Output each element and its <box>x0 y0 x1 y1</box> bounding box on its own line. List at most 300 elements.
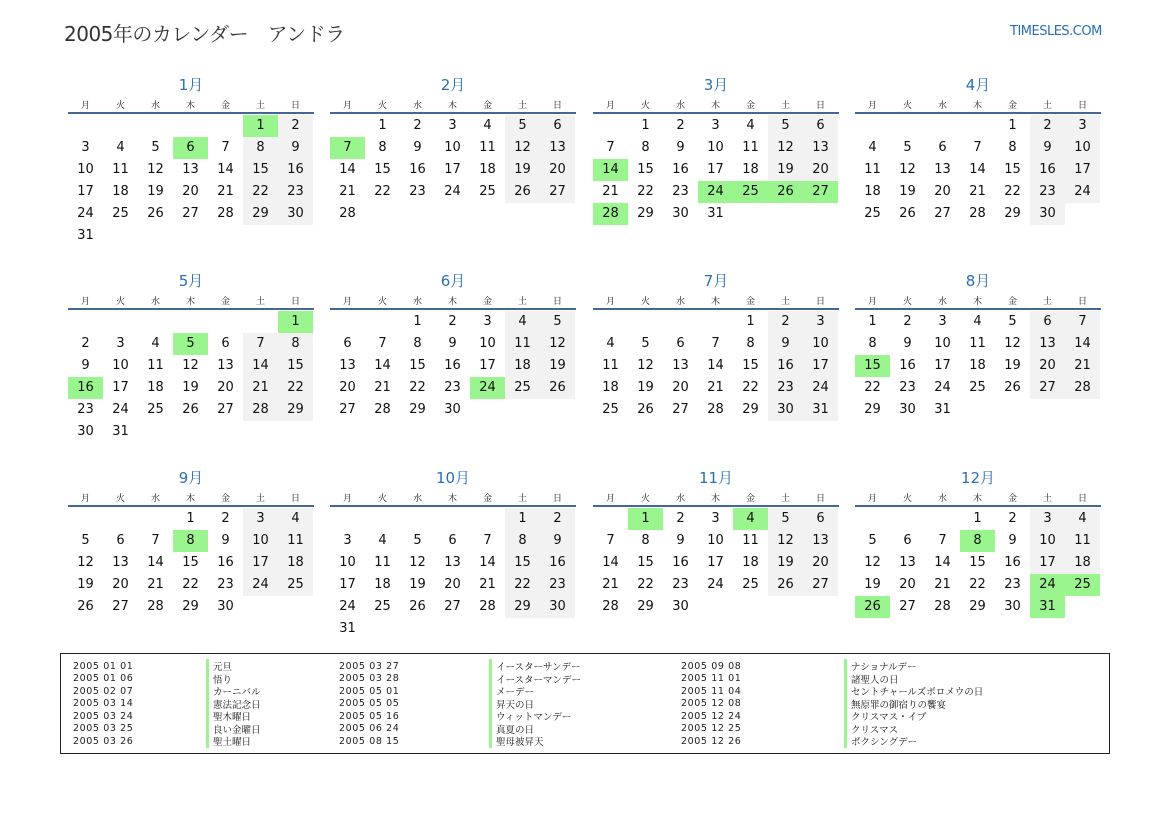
weekday-label: 土 <box>1042 296 1052 307</box>
header-rule <box>330 112 576 114</box>
day-cell: 16 <box>1004 555 1021 570</box>
weekday-header <box>330 96 576 112</box>
day-cell: 18 <box>1065 552 1100 574</box>
day-cell: 27 <box>540 181 575 203</box>
holiday-column <box>681 660 983 748</box>
week-row <box>593 596 839 618</box>
day-cell: 13 <box>182 162 199 177</box>
header-rule <box>68 308 314 310</box>
empty-cell <box>733 203 768 225</box>
day-cell: 5 <box>641 336 650 351</box>
day-cell: 1 <box>1008 118 1017 133</box>
week-row <box>593 203 839 225</box>
weekday-label: 火 <box>377 493 387 504</box>
day-cell: 26 <box>409 599 426 614</box>
day-cell: 22 <box>243 181 278 203</box>
day-cell: 13 <box>934 162 951 177</box>
day-cell: 24 <box>339 599 356 614</box>
empty-cell <box>365 311 400 333</box>
day-cell: 22 <box>374 184 391 199</box>
day-cell: 31 <box>339 621 356 636</box>
weekday-label: 金 <box>220 100 230 111</box>
weekday-label: 木 <box>185 296 195 307</box>
weekday-label: 金 <box>482 100 492 111</box>
weekday-label: 水 <box>937 100 947 111</box>
header-rule <box>593 308 839 310</box>
day-cell: 25 <box>1065 574 1100 596</box>
day-cell: 6 <box>221 336 230 351</box>
holiday-list <box>60 653 1110 754</box>
day-cell: 16 <box>768 355 803 377</box>
day-cell: 3 <box>803 311 838 333</box>
day-cell: 22 <box>1004 184 1021 199</box>
week-row <box>68 552 314 574</box>
day-cell: 10 <box>479 336 496 351</box>
day-cell: 13 <box>1030 333 1065 355</box>
day-cell: 11 <box>147 358 164 373</box>
day-cell: 4 <box>973 314 982 329</box>
empty-cell <box>103 115 138 137</box>
holiday-date: 2005 02 07 <box>73 685 134 697</box>
day-cell: 7 <box>151 533 160 548</box>
day-cell: 31 <box>77 228 94 243</box>
day-cell: 8 <box>641 533 650 548</box>
week-row <box>68 181 314 203</box>
day-cell: 25 <box>733 181 768 203</box>
day-cell: 7 <box>606 533 615 548</box>
day-cell: 11 <box>969 336 986 351</box>
week-row <box>593 311 839 333</box>
day-cell: 25 <box>602 402 619 417</box>
day-cell: 21 <box>1065 355 1100 377</box>
weekday-label: 水 <box>937 493 947 504</box>
day-cell: 31 <box>112 424 129 439</box>
week-row <box>593 530 839 552</box>
day-cell: 9 <box>278 137 313 159</box>
empty-cell <box>278 596 313 618</box>
day-cell: 15 <box>637 162 654 177</box>
day-cell: 1 <box>243 115 278 137</box>
holiday-row <box>339 685 581 698</box>
day-cell: 30 <box>217 599 234 614</box>
weekday-label: 金 <box>1007 493 1017 504</box>
day-cell: 28 <box>934 599 951 614</box>
empty-cell <box>243 225 278 247</box>
day-cell: 15 <box>374 162 391 177</box>
day-cell: 28 <box>217 206 234 221</box>
weekday-label: 日 <box>1077 296 1087 307</box>
day-cell: 4 <box>868 140 877 155</box>
header-rule <box>68 505 314 507</box>
holiday-column <box>73 660 261 748</box>
holiday-row <box>681 735 983 748</box>
day-cell: 19 <box>768 552 803 574</box>
empty-cell <box>890 115 925 137</box>
week-row <box>855 574 1101 596</box>
day-cell: 25 <box>864 206 881 221</box>
weekday-label: 木 <box>710 493 720 504</box>
holiday-date: 2005 03 27 <box>339 660 400 672</box>
week-row <box>68 530 314 552</box>
day-cell: 26 <box>768 574 803 596</box>
day-cell: 4 <box>116 140 125 155</box>
weekday-header <box>68 489 314 505</box>
day-cell: 13 <box>540 137 575 159</box>
weekday-label: 水 <box>675 100 685 111</box>
page-title: 2005年のカレンダー アンドラ <box>64 22 345 46</box>
empty-cell <box>278 421 313 443</box>
week-row <box>855 333 1101 355</box>
day-cell: 16 <box>672 162 689 177</box>
empty-cell <box>208 115 243 137</box>
day-cell: 8 <box>413 336 422 351</box>
weekday-label: 日 <box>1077 493 1087 504</box>
empty-cell <box>400 508 435 530</box>
day-cell: 5 <box>768 508 803 530</box>
empty-cell <box>505 203 540 225</box>
day-cell: 3 <box>116 336 125 351</box>
day-cell: 25 <box>479 184 496 199</box>
weekday-label: 月 <box>342 493 352 504</box>
day-cell: 9 <box>1008 533 1017 548</box>
week-row <box>855 159 1101 181</box>
day-cell: 8 <box>641 140 650 155</box>
day-cell: 14 <box>593 159 628 181</box>
day-cell: 17 <box>707 555 724 570</box>
day-cell: 2 <box>278 115 313 137</box>
day-cell: 1 <box>641 118 650 133</box>
holiday-date: 2005 08 15 <box>339 735 400 747</box>
week-row <box>68 333 314 355</box>
month-3 <box>593 74 839 225</box>
day-cell: 3 <box>448 118 457 133</box>
day-cell: 18 <box>742 162 759 177</box>
day-cell: 23 <box>540 574 575 596</box>
weekday-label: 土 <box>1042 100 1052 111</box>
week-row <box>68 421 314 443</box>
day-cell: 17 <box>77 184 94 199</box>
day-cell: 11 <box>742 140 759 155</box>
empty-cell <box>330 508 365 530</box>
weekday-label: 水 <box>150 296 160 307</box>
weekday-label: 月 <box>605 493 615 504</box>
holiday-row <box>339 660 581 673</box>
weekday-label: 日 <box>290 296 300 307</box>
month-title: 1月 <box>178 76 204 94</box>
day-cell: 14 <box>147 555 164 570</box>
empty-cell <box>138 225 173 247</box>
empty-cell <box>540 618 575 640</box>
day-cell: 21 <box>602 184 619 199</box>
month-title: 5月 <box>178 272 204 290</box>
day-cell: 13 <box>112 555 129 570</box>
empty-cell <box>890 508 925 530</box>
holiday-name: ナショナルデー <box>844 659 917 673</box>
day-cell: 21 <box>147 577 164 592</box>
weekday-label: 金 <box>482 493 492 504</box>
day-cell: 8 <box>868 336 877 351</box>
day-cell: 9 <box>903 336 912 351</box>
day-cell: 2 <box>676 511 685 526</box>
month-12 <box>855 467 1101 618</box>
day-cell: 25 <box>112 206 129 221</box>
week-row <box>855 596 1101 618</box>
week-row <box>593 115 839 137</box>
weekday-label: 土 <box>780 100 790 111</box>
weekday-header <box>593 96 839 112</box>
day-cell: 21 <box>243 377 278 399</box>
week-row <box>68 137 314 159</box>
day-cell: 18 <box>969 358 986 373</box>
day-cell: 26 <box>540 377 575 399</box>
day-cell: 29 <box>637 206 654 221</box>
empty-cell <box>435 203 470 225</box>
holiday-column <box>339 660 581 748</box>
day-cell: 12 <box>409 555 426 570</box>
empty-cell <box>208 225 243 247</box>
day-cell: 10 <box>243 530 278 552</box>
holiday-row <box>681 698 983 711</box>
empty-cell <box>960 115 995 137</box>
day-cell: 2 <box>221 511 230 526</box>
weekday-label: 火 <box>115 100 125 111</box>
day-cell: 9 <box>768 333 803 355</box>
day-cell: 19 <box>768 159 803 181</box>
week-row <box>330 530 576 552</box>
day-cell: 16 <box>409 162 426 177</box>
day-cell: 5 <box>768 115 803 137</box>
week-row <box>330 137 576 159</box>
holiday-row <box>73 673 261 686</box>
day-cell: 5 <box>173 333 208 355</box>
day-cell: 12 <box>899 162 916 177</box>
holiday-date: 2005 03 24 <box>73 710 134 722</box>
site-link[interactable]: TIMESLES.COM <box>1010 24 1102 39</box>
week-row <box>593 552 839 574</box>
holiday-date: 2005 03 25 <box>73 723 134 735</box>
day-cell: 19 <box>899 184 916 199</box>
header-rule <box>855 505 1101 507</box>
week-row <box>593 181 839 203</box>
holiday-row <box>681 710 983 723</box>
day-cell: 26 <box>505 181 540 203</box>
day-cell: 29 <box>969 599 986 614</box>
weekday-label: 土 <box>517 296 527 307</box>
day-cell: 29 <box>409 402 426 417</box>
week-row <box>68 159 314 181</box>
day-cell: 20 <box>803 552 838 574</box>
month-8 <box>855 270 1101 421</box>
month-title: 2月 <box>440 76 466 94</box>
holiday-name: ボクシングデー <box>844 734 917 748</box>
day-cell: 3 <box>711 511 720 526</box>
weekday-label: 月 <box>80 296 90 307</box>
day-cell: 11 <box>374 555 391 570</box>
weekday-label: 日 <box>552 493 562 504</box>
day-cell: 28 <box>479 599 496 614</box>
holiday-date: 2005 06 24 <box>339 723 400 735</box>
weekday-label: 木 <box>710 296 720 307</box>
empty-cell <box>1065 596 1100 618</box>
day-cell: 13 <box>672 358 689 373</box>
day-cell: 13 <box>444 555 461 570</box>
day-cell: 20 <box>934 184 951 199</box>
day-cell: 2 <box>1008 511 1017 526</box>
week-row <box>68 225 314 247</box>
empty-cell <box>470 203 505 225</box>
weekday-label: 金 <box>745 100 755 111</box>
day-cell: 21 <box>479 577 496 592</box>
day-cell: 20 <box>899 577 916 592</box>
holiday-row <box>681 685 983 698</box>
empty-cell <box>68 508 103 530</box>
empty-cell <box>995 399 1030 421</box>
day-cell: 28 <box>1065 377 1100 399</box>
day-cell: 19 <box>182 380 199 395</box>
day-cell: 15 <box>409 358 426 373</box>
day-cell: 7 <box>1065 311 1100 333</box>
day-cell: 20 <box>444 577 461 592</box>
weekday-label: 土 <box>1042 493 1052 504</box>
day-cell: 27 <box>444 599 461 614</box>
day-cell: 29 <box>505 596 540 618</box>
weekday-label: 火 <box>640 296 650 307</box>
holiday-name: 昇天の日 <box>489 697 534 711</box>
empty-cell <box>68 115 103 137</box>
week-row <box>68 574 314 596</box>
day-cell: 15 <box>243 159 278 181</box>
weekday-header <box>593 292 839 308</box>
week-row <box>330 115 576 137</box>
day-cell: 28 <box>593 203 628 225</box>
empty-cell <box>103 311 138 333</box>
holiday-date: 2005 05 01 <box>339 685 400 697</box>
weekday-label: 月 <box>80 493 90 504</box>
day-cell: 28 <box>147 599 164 614</box>
day-cell: 23 <box>217 577 234 592</box>
day-cell: 18 <box>602 380 619 395</box>
day-cell: 10 <box>1030 530 1065 552</box>
weekday-label: 日 <box>815 493 825 504</box>
day-cell: 21 <box>217 184 234 199</box>
day-cell: 5 <box>1008 314 1017 329</box>
day-cell: 9 <box>221 533 230 548</box>
empty-cell <box>330 311 365 333</box>
empty-cell <box>470 508 505 530</box>
empty-cell <box>663 311 698 333</box>
weekday-label: 水 <box>937 296 947 307</box>
holiday-date: 2005 03 26 <box>73 735 134 747</box>
week-row <box>330 574 576 596</box>
day-cell: 7 <box>606 140 615 155</box>
day-cell: 9 <box>413 140 422 155</box>
day-cell: 9 <box>448 336 457 351</box>
day-cell: 15 <box>969 555 986 570</box>
day-cell: 3 <box>483 314 492 329</box>
day-cell: 29 <box>1004 206 1021 221</box>
week-row <box>855 399 1101 421</box>
day-cell: 23 <box>899 380 916 395</box>
day-cell: 21 <box>707 380 724 395</box>
weekday-label: 金 <box>745 493 755 504</box>
day-cell: 22 <box>637 577 654 592</box>
day-cell: 7 <box>938 533 947 548</box>
empty-cell <box>628 311 663 333</box>
month-title: 11月 <box>698 469 734 487</box>
day-cell: 15 <box>1004 162 1021 177</box>
weekday-label: 木 <box>972 100 982 111</box>
day-cell: 17 <box>1065 159 1100 181</box>
day-cell: 17 <box>803 355 838 377</box>
month-4 <box>855 74 1101 225</box>
day-cell: 30 <box>77 424 94 439</box>
weekday-label: 火 <box>115 296 125 307</box>
day-cell: 23 <box>77 402 94 417</box>
empty-cell <box>925 115 960 137</box>
week-row <box>855 181 1101 203</box>
day-cell: 13 <box>899 555 916 570</box>
day-cell: 20 <box>217 380 234 395</box>
day-cell: 30 <box>672 599 689 614</box>
empty-cell <box>470 618 505 640</box>
holiday-row <box>339 710 581 723</box>
day-cell: 16 <box>278 159 313 181</box>
day-cell: 20 <box>112 577 129 592</box>
day-cell: 4 <box>1065 508 1100 530</box>
day-cell: 2 <box>448 314 457 329</box>
day-cell: 16 <box>540 552 575 574</box>
day-cell: 17 <box>479 358 496 373</box>
weekday-label: 木 <box>447 296 457 307</box>
empty-cell <box>593 311 628 333</box>
weekday-label: 土 <box>255 296 265 307</box>
day-cell: 28 <box>602 599 619 614</box>
week-row <box>593 508 839 530</box>
day-cell: 6 <box>676 336 685 351</box>
holiday-name: クリスマス・イブ <box>844 709 926 723</box>
holiday-row <box>339 673 581 686</box>
weekday-header <box>855 489 1101 505</box>
holiday-name: メーデー <box>489 684 534 698</box>
weekday-label: 月 <box>605 100 615 111</box>
weekday-label: 木 <box>972 493 982 504</box>
weekday-label: 月 <box>605 296 615 307</box>
holiday-name: ウィットマンデー <box>489 709 571 723</box>
day-cell: 23 <box>768 377 803 399</box>
holiday-name: 憲法記念日 <box>206 697 261 711</box>
day-cell: 11 <box>742 533 759 548</box>
weekday-label: 水 <box>675 493 685 504</box>
day-cell: 28 <box>969 206 986 221</box>
day-cell: 1 <box>505 508 540 530</box>
weekday-header <box>855 292 1101 308</box>
day-cell: 22 <box>637 184 654 199</box>
holiday-date: 2005 01 01 <box>73 660 134 672</box>
day-cell: 9 <box>81 358 90 373</box>
weekday-label: 木 <box>972 296 982 307</box>
day-cell: 16 <box>68 377 103 399</box>
day-cell: 22 <box>182 577 199 592</box>
empty-cell <box>243 596 278 618</box>
day-cell: 30 <box>1004 599 1021 614</box>
empty-cell <box>593 115 628 137</box>
month-2 <box>330 74 576 225</box>
holiday-row <box>73 698 261 711</box>
day-cell: 19 <box>147 184 164 199</box>
day-cell: 8 <box>746 336 755 351</box>
holiday-row <box>73 735 261 748</box>
day-cell: 15 <box>182 555 199 570</box>
